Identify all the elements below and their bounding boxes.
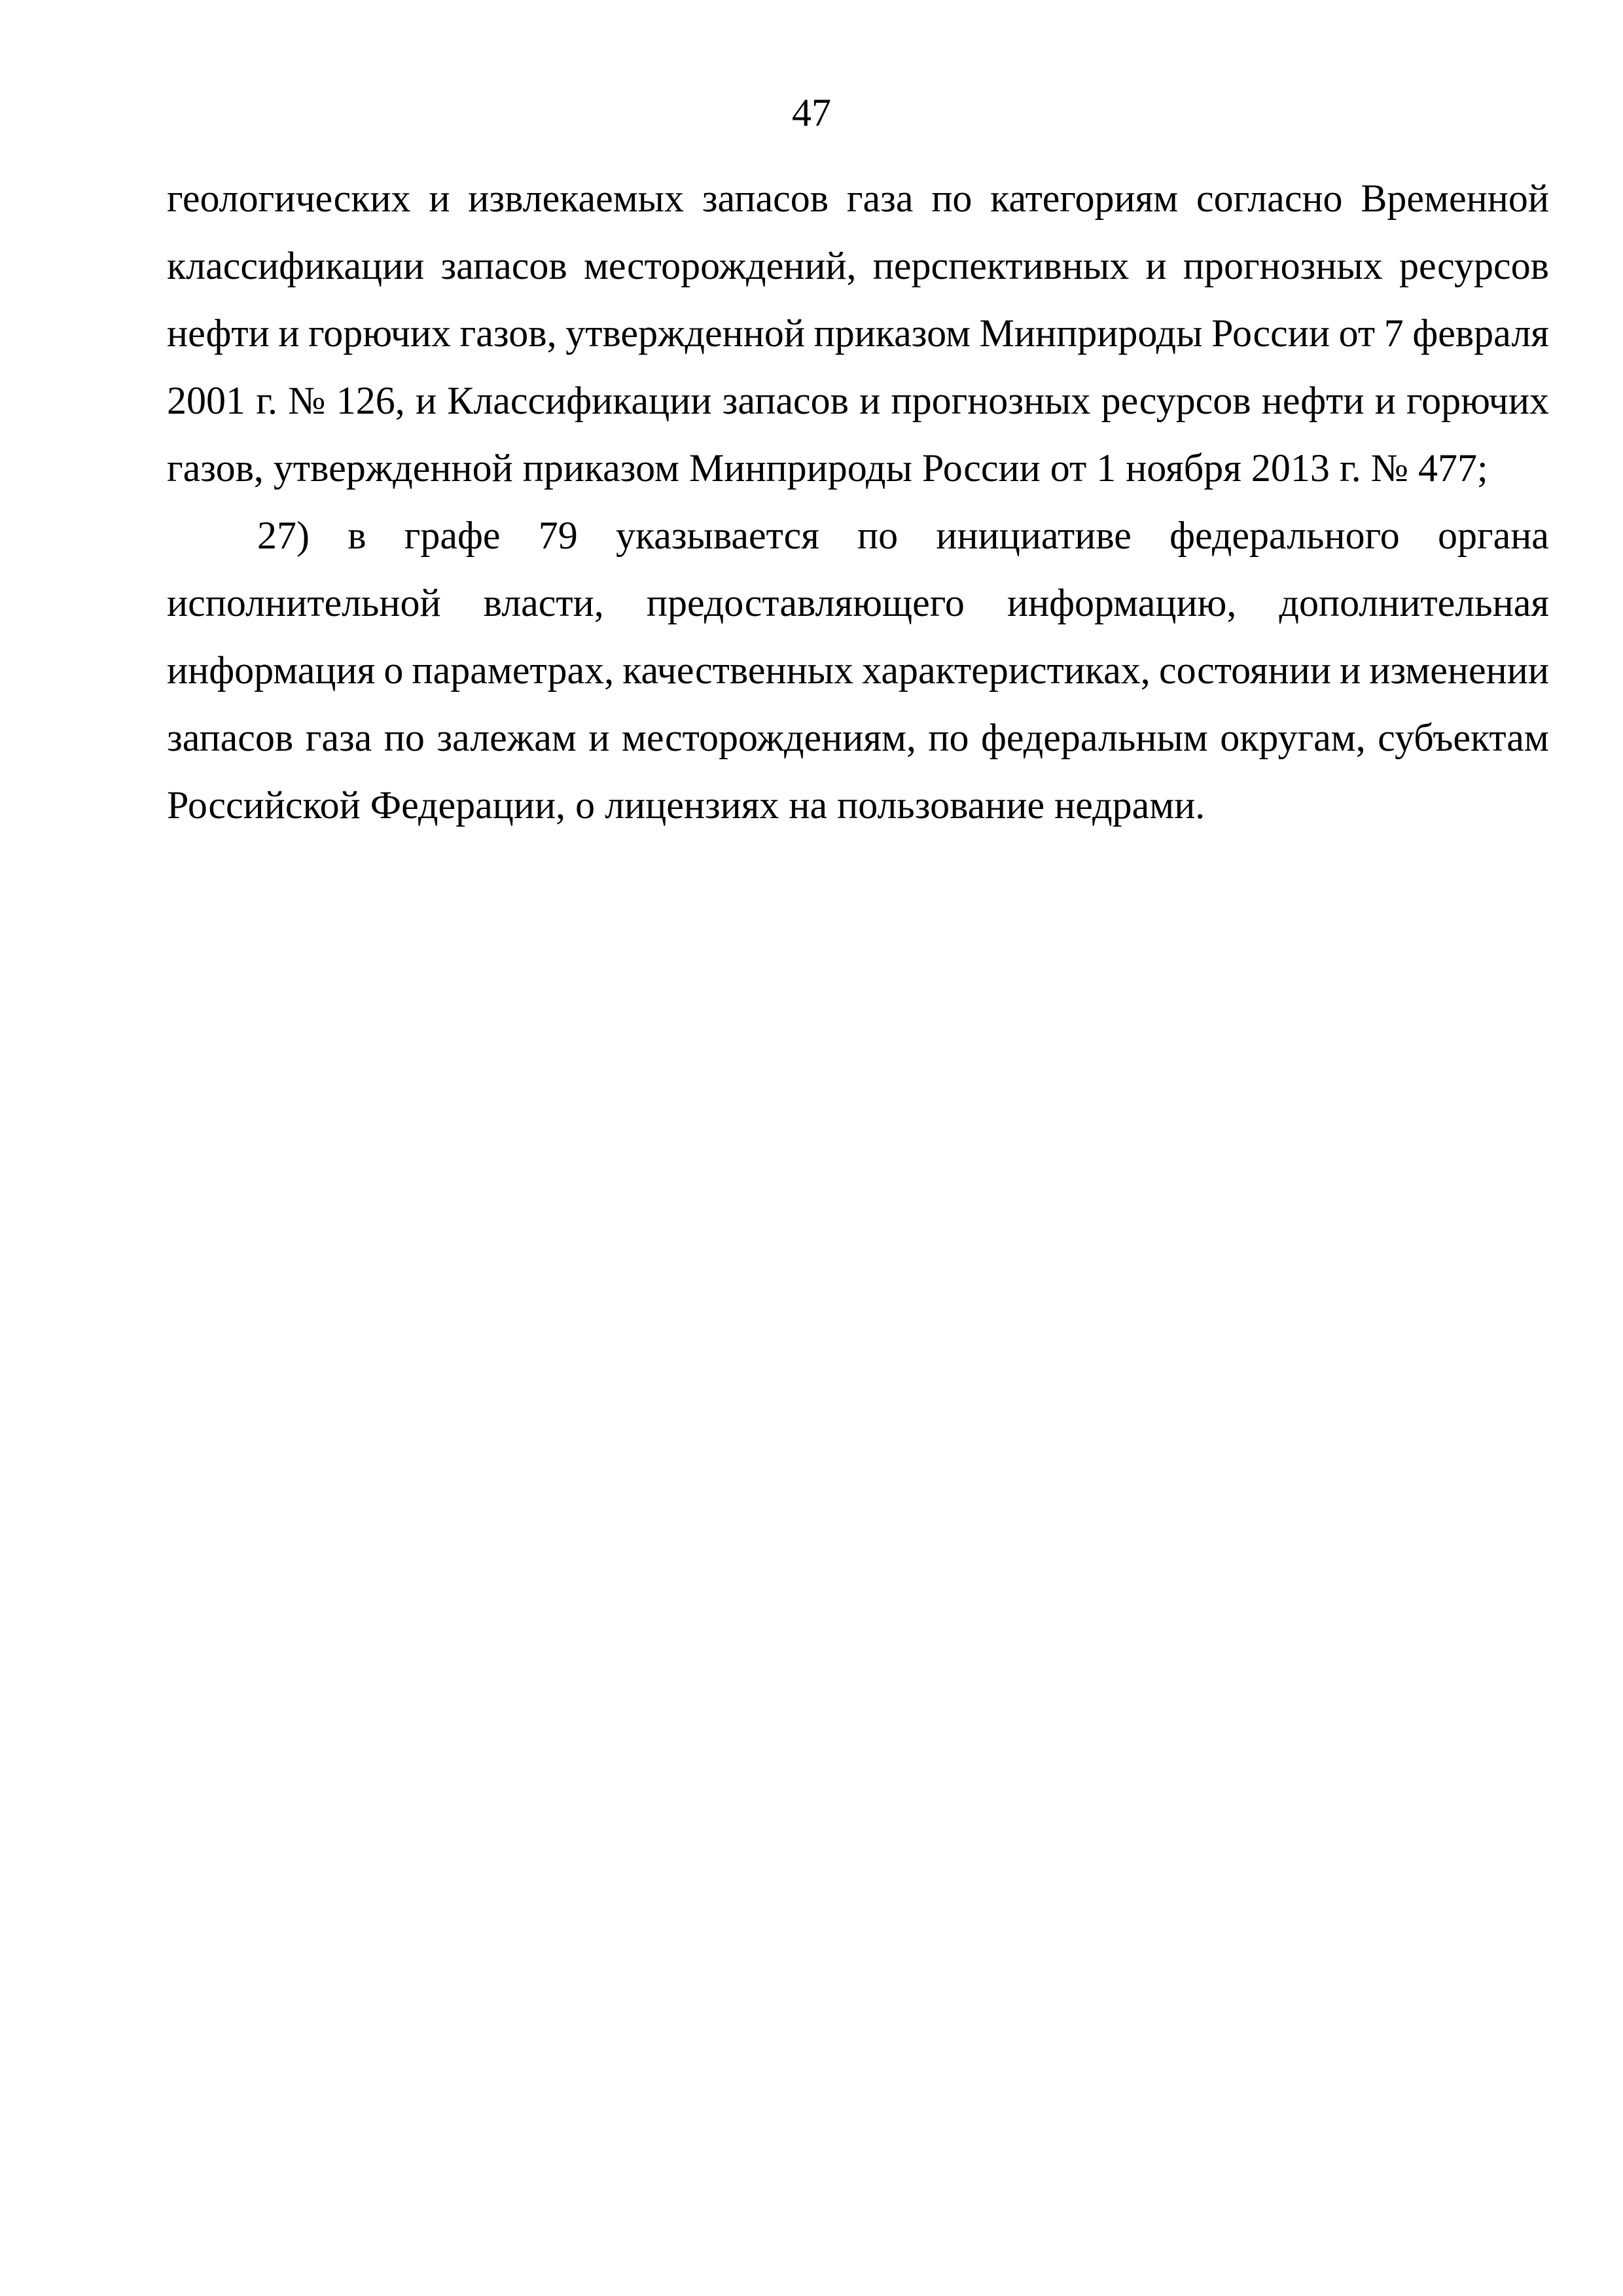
word: прогнозных [1183, 244, 1383, 287]
word: 27) [257, 514, 310, 557]
word: 1 [1096, 446, 1116, 490]
word: запасов [722, 379, 849, 422]
word: газов, [459, 312, 557, 355]
word: по [383, 716, 425, 759]
word: органа [1437, 514, 1549, 557]
word: месторождений, [583, 244, 857, 287]
word: недрами. [1054, 783, 1205, 827]
word: по [931, 177, 972, 220]
word: на [789, 783, 828, 827]
word: Федерации, [370, 783, 566, 827]
word: № [1370, 446, 1408, 490]
word: 7 [1383, 312, 1404, 355]
word: 2013 [1251, 446, 1330, 490]
word: Минприроды [688, 446, 912, 490]
word: параметрах, [412, 649, 615, 692]
word: прогнозных [891, 379, 1091, 422]
text-line [167, 435, 1549, 502]
word: 477; [1418, 446, 1488, 490]
word: информацию, [1007, 581, 1237, 624]
word: согласно [1196, 177, 1343, 220]
word: округам, [1220, 716, 1366, 759]
word: газа [846, 177, 914, 220]
word: власти, [483, 581, 604, 624]
word: России [921, 446, 1041, 490]
word: о [575, 783, 596, 827]
word: и [588, 716, 610, 759]
word: утвержденной [565, 312, 806, 355]
word: и [415, 379, 437, 422]
word: запасов [702, 177, 829, 220]
word: информация [167, 649, 376, 692]
word: ресурсов [1101, 379, 1251, 422]
word: приказом [813, 312, 971, 355]
word: г. [256, 379, 278, 422]
word: запасов [167, 716, 294, 759]
word: приказом [522, 446, 679, 490]
word: Временной [1361, 177, 1549, 220]
word: России [1211, 312, 1330, 355]
word: предоставляющего [646, 581, 965, 624]
text-line [167, 704, 1549, 772]
word: в [348, 514, 366, 557]
text-line [167, 502, 1549, 569]
word: и [859, 379, 881, 422]
word: классификации [167, 244, 425, 287]
word: и [1145, 244, 1167, 287]
word: № [288, 379, 326, 422]
word: геологических [167, 177, 411, 220]
paragraph-1 [167, 165, 1549, 502]
word: качественных [622, 649, 853, 692]
word: от [1338, 312, 1376, 355]
word: ноября [1126, 446, 1241, 490]
word: дополнительная [1279, 581, 1549, 624]
word: 2001 [167, 379, 245, 422]
word: категориям [990, 177, 1179, 220]
word: Классификации [447, 379, 712, 422]
word: лицензиях [605, 783, 779, 827]
word: по [857, 514, 899, 557]
word: Минприроды [979, 312, 1203, 355]
text-line [167, 232, 1549, 300]
word: перспективных [872, 244, 1130, 287]
text-line [167, 637, 1549, 704]
word: и [1340, 649, 1361, 692]
word: залежам [437, 716, 577, 759]
document-body [167, 165, 1549, 839]
word: месторождениям, [621, 716, 916, 759]
word: о [383, 649, 404, 692]
word: характеристиках, [862, 649, 1150, 692]
word: и [278, 312, 300, 355]
paragraph-2 [167, 502, 1549, 839]
page-number: 47 [792, 91, 831, 134]
word: 79 [538, 514, 578, 557]
word: 126, [336, 379, 405, 422]
text-line [167, 165, 1549, 232]
word: по [928, 716, 969, 759]
word: Российской [167, 783, 361, 827]
text-line [167, 569, 1549, 637]
word: утвержденной [273, 446, 513, 490]
word: инициативе [936, 514, 1132, 557]
word: извлекаемых [468, 177, 684, 220]
word: указывается [615, 514, 819, 557]
word: состоянии [1158, 649, 1331, 692]
word: г. [1339, 446, 1361, 490]
text-line [167, 772, 1549, 839]
word: горючих [308, 312, 452, 355]
word: и [1374, 379, 1396, 422]
word: запасов [440, 244, 567, 287]
word: ресурсов [1399, 244, 1549, 287]
word: газов, [167, 446, 264, 490]
word: исполнительной [167, 581, 441, 624]
word: газа [305, 716, 372, 759]
text-line [167, 300, 1549, 367]
text-line [167, 367, 1549, 435]
word: февраля [1412, 312, 1549, 355]
word: федеральным [981, 716, 1208, 759]
word: изменении [1369, 649, 1549, 692]
word: и [429, 177, 450, 220]
word: нефти [167, 312, 270, 355]
word: графе [404, 514, 501, 557]
word: от [1050, 446, 1087, 490]
word: субъектам [1378, 716, 1549, 759]
word: федерального [1169, 514, 1400, 557]
word: пользование [837, 783, 1045, 827]
word: нефти [1261, 379, 1364, 422]
word: горючих [1406, 379, 1549, 422]
